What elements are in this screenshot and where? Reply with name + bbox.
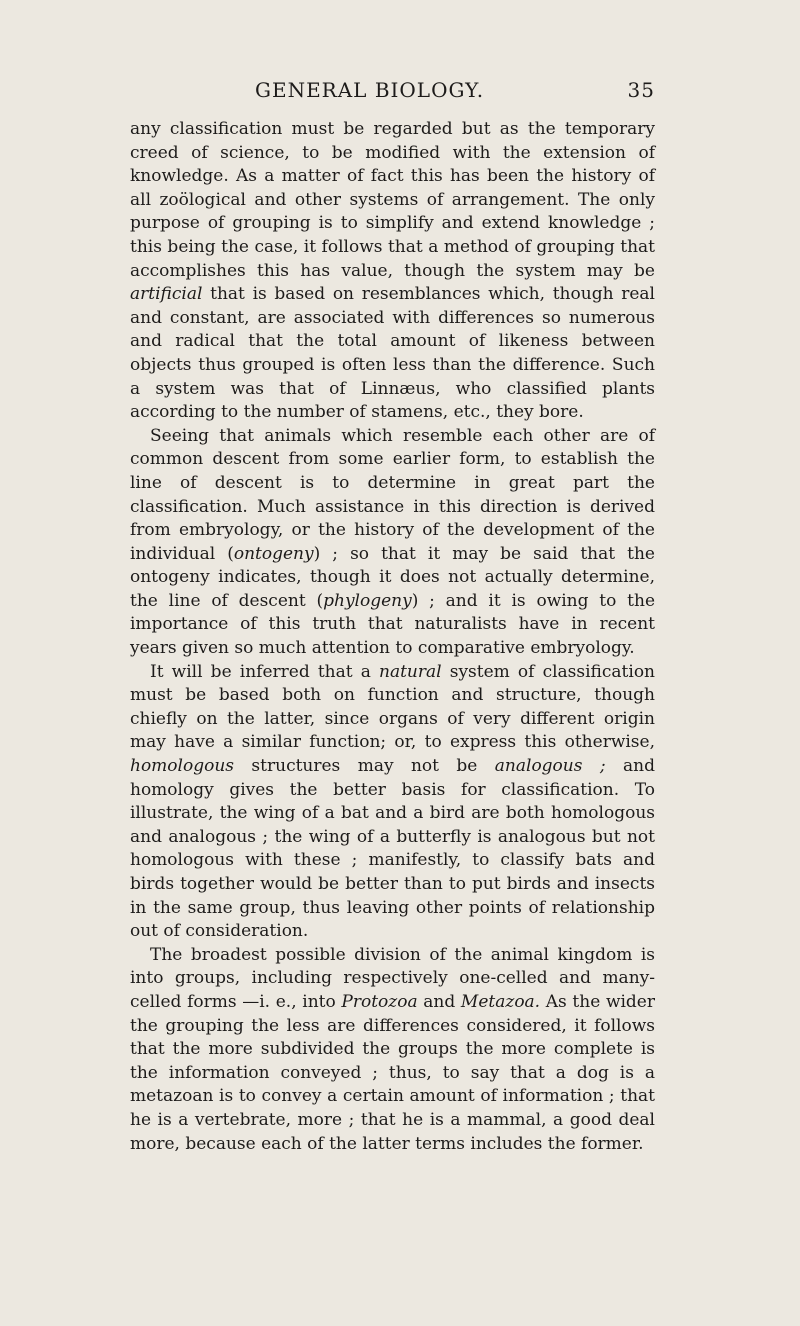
running-title: GENERAL BIOLOGY. <box>255 78 485 102</box>
paragraph-animal-kingdom-division <box>130 944 655 1156</box>
italic-term-protozoa: Protozoa <box>341 991 418 1012</box>
text-segment: any classification must be regarded but as the temporary creed of science, to be modified with the extension of knowledge. As a matter of fact this has been the history of all zoölogical and other systems of arrangement. The only purpose of grouping is to simplify and extend knowledge ; this being the case, it follows that a method of grouping that accomplishes this has value, though the system may be <box>130 119 655 281</box>
italic-term-homologous: homologous <box>130 756 235 777</box>
text-segment: Seeing that animals which resemble each other are of common descent from some earlier form, to establish the line of descent is to determine in great part the classification. Much assistance in this direction is derived from embryology, or the history of the development of the individual ( <box>130 425 655 564</box>
paragraph-natural-system <box>130 661 655 944</box>
text-segment: and homology gives the better basis for classification. To illustrate, the wing of a bat and a bird are both homologous and analogous ; the wing of a butterfly is analogous but not homologous with these ; manifestly, to classify bats and birds together would be better than to put birds and insects in the same group, thus leaving other points of relationship out of consideration. <box>130 756 655 942</box>
italic-term-artificial: artificial <box>130 284 203 305</box>
text-segment: ) ; so that it may be said that the ontogeny indicates, though it does not actually determine, the line of descent ( <box>130 543 655 611</box>
text-segment: It will be inferred that a <box>150 661 379 682</box>
text-segment: ) ; and it is owing to the importance of this truth that naturalists have in recent years given so much attention to comparative embryology. <box>130 590 656 659</box>
italic-term-natural: natural <box>379 661 442 682</box>
running-head <box>130 78 655 108</box>
body-text <box>130 118 655 1156</box>
italic-term-analogous: analogous ; <box>494 756 606 777</box>
italic-term-metazoa: Metazoa. <box>460 991 541 1012</box>
text-segment: As the wider the grouping the less are differences considered, it follows that the more subdivided the groups the more complete is the information conveyed ; thus, to say that a dog is a metazoan is to convey a certain amount of information ; that he is a vertebrate, more ; that he is a mammal, a good deal more, because each of the latter terms includes the former. <box>130 991 655 1154</box>
italic-term-ontogeny: ontogeny <box>233 543 314 564</box>
paragraph-classification-creed <box>130 118 655 425</box>
text-segment: structures may not be <box>234 756 495 777</box>
page-number: 35 <box>627 78 655 102</box>
text-segment: system of classification must be based both on function and structure, though chiefly on the latter, since organs of very different origin may have a similar function; or, to express this otherwise, <box>130 661 656 753</box>
italic-term-phylogeny: phylogeny <box>323 590 412 611</box>
text-segment: and <box>417 991 461 1012</box>
paragraph-common-descent <box>130 425 655 661</box>
text-segment: that is based on resemblances which, though real and constant, are associated with differences so numerous and radical that the total amount of likeness between objects thus grouped is often less than the difference. Such a system was that of Linnæus, who classified plants according to the number of stamens, etc., they bore. <box>130 284 655 423</box>
text-segment: The broadest possible division of the animal kingdom is into groups, including respectively one-celled and many-celled forms —i. e., into <box>130 944 655 1012</box>
